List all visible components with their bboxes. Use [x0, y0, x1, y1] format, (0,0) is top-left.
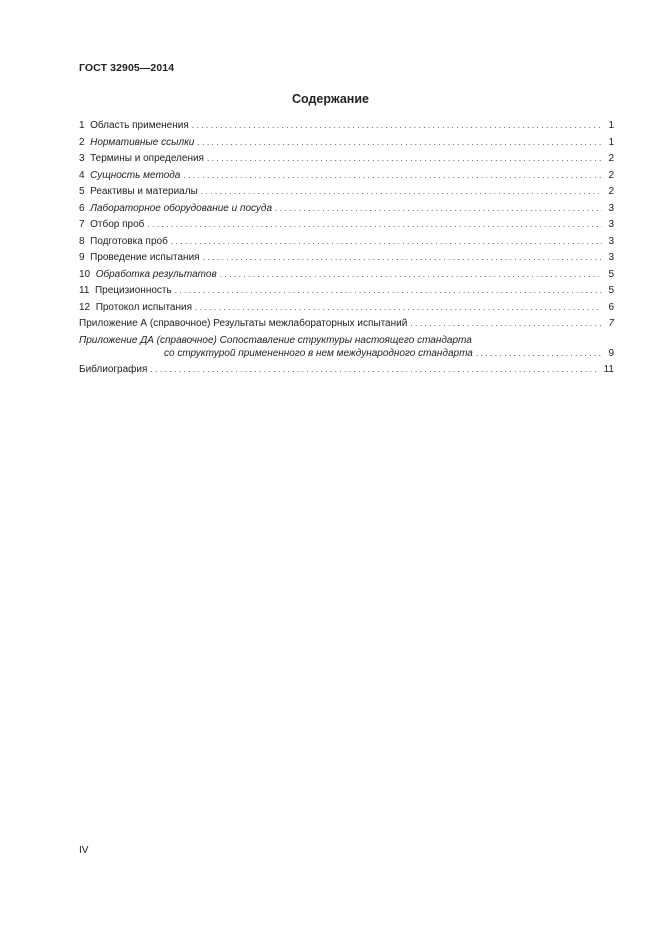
toc-entry-label: 6 Лабораторное оборудование и посуда	[79, 203, 275, 214]
toc-entry-label: 4 Сущность метода	[79, 170, 183, 181]
toc-entry-label-line2: со структурой примененного в нем международного стандарта	[164, 347, 473, 359]
toc-entry-label: Библиография	[79, 364, 150, 375]
toc-entry-label: 1 Область применения	[79, 120, 192, 131]
toc-entry-page: 5	[608, 268, 614, 280]
toc-leader	[197, 137, 602, 147]
toc-leader	[150, 364, 599, 374]
toc-leader	[171, 236, 602, 246]
toc-entry-page: 3	[608, 219, 614, 230]
toc-entry-label: 2 Нормативные ссылки	[79, 137, 197, 148]
toc-title: Содержание	[291, 92, 369, 106]
toc-entry-10[interactable]	[79, 269, 614, 286]
toc-entry-label: 11 Прецизионность	[79, 285, 175, 296]
toc-entry-8[interactable]	[79, 236, 614, 253]
toc-entry-label: 10 Обработка результатов	[79, 269, 220, 280]
toc-leader	[195, 302, 602, 312]
toc-entry-page: 2	[608, 186, 614, 197]
toc-entry-label-line1: Приложение ДА (справочное) Сопоставление структуры настоящего стандарта	[79, 334, 472, 346]
toc-entry-page: 11	[603, 363, 614, 375]
toc-leader	[183, 170, 602, 180]
toc-entry-7[interactable]	[79, 219, 614, 236]
toc-entry-page: 2	[608, 153, 614, 164]
toc-leader	[175, 285, 602, 295]
toc-entry-label: 7 Отбор проб	[79, 219, 147, 230]
toc-entry-page: 1	[608, 136, 614, 148]
toc-entry-page: 6	[608, 301, 614, 313]
toc-entry-page: 5	[608, 285, 614, 296]
toc-leader	[147, 219, 602, 229]
toc-leader	[207, 153, 602, 163]
toc-entry-12[interactable]	[79, 302, 614, 319]
table-of-contents	[79, 120, 614, 380]
toc-entry-page: 3	[608, 235, 614, 247]
toc-entry-page: 3	[608, 252, 614, 263]
toc-entry-appendix-a[interactable]	[79, 318, 614, 335]
toc-leader	[192, 120, 602, 130]
toc-leader	[203, 252, 602, 262]
toc-entry-label: 3 Термины и определения	[79, 153, 207, 164]
toc-entry-page: 3	[608, 202, 614, 214]
toc-leader	[275, 203, 602, 213]
toc-entry-label: 12 Протокол испытания	[79, 302, 195, 313]
toc-entry-5[interactable]	[79, 186, 614, 203]
toc-entry-page: 9	[608, 347, 614, 359]
toc-entry-11[interactable]	[79, 285, 614, 302]
toc-entry-2[interactable]	[79, 137, 614, 154]
toc-entry-label: 5 Реактивы и материалы	[79, 186, 201, 197]
toc-leader	[201, 186, 602, 196]
toc-entry-bibliography[interactable]	[79, 364, 614, 381]
toc-entry-9[interactable]	[79, 252, 614, 269]
toc-leader	[410, 318, 602, 328]
toc-entry-page: 7	[608, 318, 614, 329]
toc-entry-page: 2	[608, 169, 614, 181]
toc-entry-6[interactable]	[79, 203, 614, 220]
toc-entry-appendix-da[interactable]	[79, 335, 614, 364]
toc-entry-page: 1	[608, 120, 614, 131]
page-number: IV	[79, 845, 89, 856]
toc-entry-label: Приложение А (справочное) Результаты межлабораторных испытаний	[79, 318, 410, 329]
toc-leader	[220, 269, 602, 279]
toc-leader	[476, 348, 605, 358]
toc-entry-label: 9 Проведение испытания	[79, 252, 203, 263]
toc-entry-3[interactable]	[79, 153, 614, 170]
toc-entry-1[interactable]	[79, 120, 614, 137]
toc-entry-4[interactable]	[79, 170, 614, 187]
document-code: ГОСТ 32905—2014	[79, 62, 175, 74]
toc-entry-label: 8 Подготовка проб	[79, 236, 171, 247]
